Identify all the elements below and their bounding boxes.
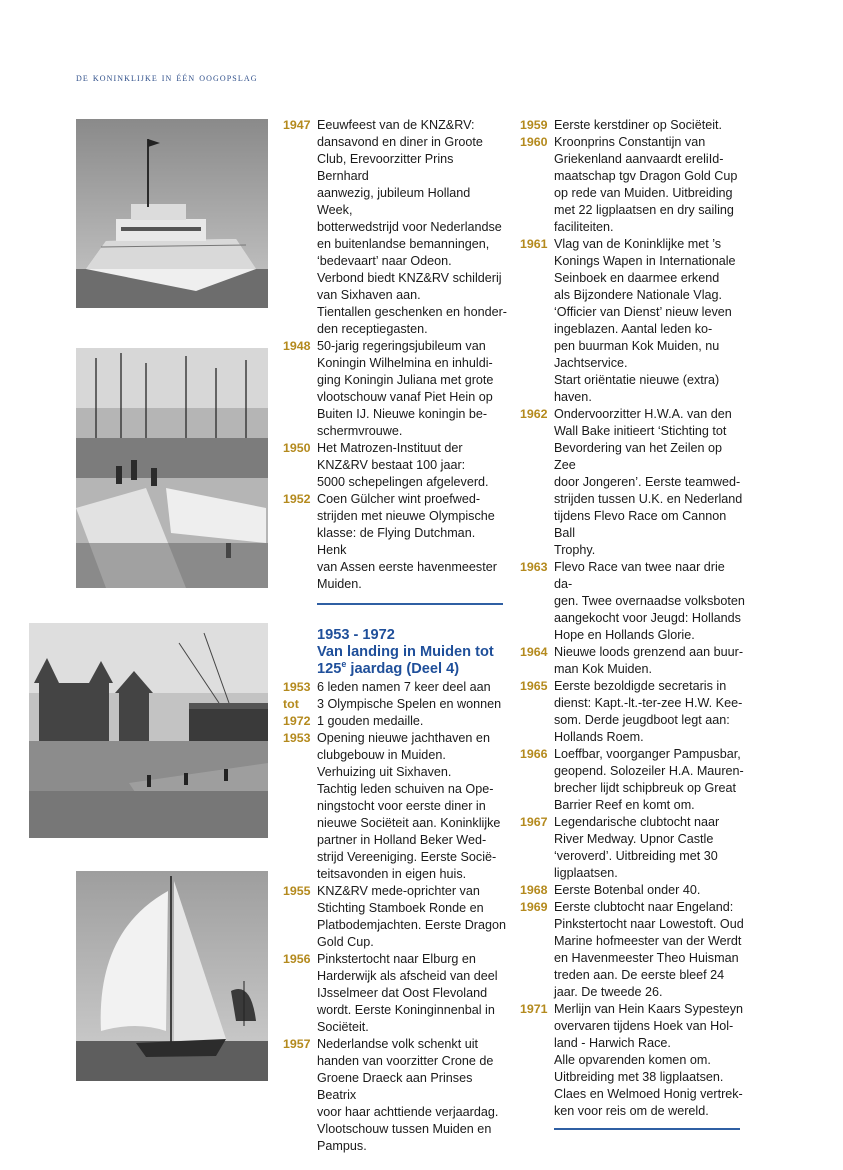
timeline-entry: 1960 Kroonprins Constantijn van Griekenland aanvaardt ereliId- maatschap tgv Dragon Gold Cup op rede van Muiden. Uitbreiding met 22 ligplaatsen en dry sailing faciliteiten. — [520, 135, 738, 234]
timeline-column-2 — [520, 117, 745, 1130]
timeline-entry: 1971 Merlijn van Hein Kaars Sypesteyn overvaren tijdens Hoek van Hol- land - Harwich Race. Alle opvarenden komen om. Uitbreiding met 38 ligplaatsen. Claes en Welmoed Honig vertrek- ken voor reis om de wereld. — [520, 1002, 743, 1118]
section-heading: 1953 - 1972 Van landing in Muiden tot 125e jaardag (Deel 4) — [317, 627, 494, 677]
timeline-entry: 1961 Vlag van de Koninklijke met ’s Konings Wapen in Internationale Seinboek en daarmee erkend als Bijzondere Nationale Vlag. ‘Officier van Dienst’ nieuw leven ingeblazen. Aantal leden ko- pen buurman Kok Muiden, nu Jachtservice. Start oriëntatie nieuwe (extra) haven. — [520, 237, 736, 404]
timeline-entry: 1953 Opening nieuwe jachthaven en clubgebouw in Muiden. Verhuizing uit Sixhaven. Tachtig leden schuiven na Ope- ningstocht voor eerste diner in nieuwe Sociëteit aan. Koninklijke partner in Holland Beker Wed- strijd Vereeniging. Eerste Socië- teitsavonden in eigen huis. — [283, 731, 501, 881]
timeline-entry: 1953 6 leden namen 7 keer deel aan — [283, 680, 491, 694]
timeline-entry: 1955 KNZ&RV mede-oprichter van Stichting Stamboek Ronde en Platbodemjachten. Eerste Dragon Gold Cup. — [283, 884, 507, 949]
photo-jetty-crowd — [76, 348, 268, 588]
timeline-entry: 1968 Eerste Botenbal onder 40. — [520, 883, 701, 897]
timeline-entry: 1947 Eeuwfeest van de KNZ&RV: dansavond en diner in Groote Club, Erevoorzitter Prins Bernhard aanwezig, jubileum Holland Week, botterwedstrijd voor Nederlandse en buitenlandse bemanningen, ‘bedevaart’ naar Odeon. Verbond biedt KNZ&RV schilderij van Sixhaven aan. Tientallen geschenken en honder- den receptiegasten. — [283, 118, 507, 336]
section-divider — [317, 603, 503, 605]
timeline-entry: 1967 Legendarische clubtocht naar River Medway. Upnor Castle ‘veroverd’. Uitbreiding met 30 ligplaatsen. — [520, 815, 720, 880]
photo-sailing-spinnaker — [76, 871, 268, 1081]
timeline-entry: tot 3 Olympische Spelen en wonnen — [283, 697, 502, 711]
timeline-entry: 1962 Ondervoorzitter H.W.A. van den Wall Bake initieert ‘Stichting tot Bevordering van het Zeilen op Zee door Jongeren’. Eerste teamwed- strijden tussen U.K. en Nederland tijdens Flevo Race om Cannon Ball Trophy. — [520, 407, 743, 557]
timeline-column-1 — [283, 117, 508, 1155]
timeline-entry: 1963 Flevo Race van twee naar drie da- gen. Twee overnaadse volksboten aangekocht voor Jeugd: Hollands Hope en Hollands Glorie. — [520, 560, 745, 642]
timeline-entry: 1972 1 gouden medaille. — [283, 714, 424, 728]
photo-motor-yacht — [76, 119, 268, 308]
timeline-entry: 1956 Pinkstertocht naar Elburg en Harderwijk als afscheid van deel IJsselmeer dat Oost Flevoland wordt. Eerste Koninginnenbal in Sociëteit. — [283, 952, 498, 1034]
timeline-entry: 1948 50-jarig regeringsjubileum van Koningin Wilhelmina en inhuldi- ging Koningin Juliana met grote vlootschouw vanaf Piet Hein op Buiten IJ. Nieuwe koningin be- schermvrouwe. — [283, 339, 494, 438]
timeline-entry: 1964 Nieuwe loods grenzend aan buur- man Kok Muiden. — [520, 645, 744, 676]
timeline-entry: 1950 Het Matrozen-Instituut der KNZ&RV bestaat 100 jaar: 5000 schepelingen afgeleverd. — [283, 441, 489, 489]
timeline-entry: 1959 Eerste kerstdiner op Sociëteit. — [520, 118, 722, 132]
timeline-entry: 1957 Nederlandse volk schenkt uit handen van voorzitter Crone de Groene Draeck aan Prinses Beatrix voor haar achttiende verjaardag. Vlootschouw tussen Muiden en Pampus. — [283, 1037, 499, 1153]
running-head: de koninklijke in één oogopslag — [76, 72, 258, 84]
timeline-entry: 1965 Eerste bezoldigde secretaris in dienst: Kapt.-lt.-ter-zee H.W. Kee- som. Derde jeugdboot legt aan: Hollands Roem. — [520, 679, 743, 744]
column-end-divider — [554, 1128, 740, 1130]
timeline-entry: 1952 Coen Gülcher wint proefwed- strijden met nieuwe Olympische klasse: de Flying Dutchman. Henk van Assen eerste havenmeester Muiden. — [283, 492, 497, 591]
timeline-entry: 1969 Eerste clubtocht naar Engeland: Pinkstertocht naar Lowestoft. Oud Marine hofmeester van der Werdt en Havenmeester Theo Huisman treden aan. De eerste bleef 24 jaar. De tweede 26. — [520, 900, 744, 999]
timeline-entry: 1966 Loeffbar, voorganger Pampusbar, geopend. Solozeiler H.A. Mauren- brecher lijdt schipbreuk op Great Barrier Reef en komt om. — [520, 747, 744, 812]
photo-castle-harbour — [29, 623, 268, 838]
